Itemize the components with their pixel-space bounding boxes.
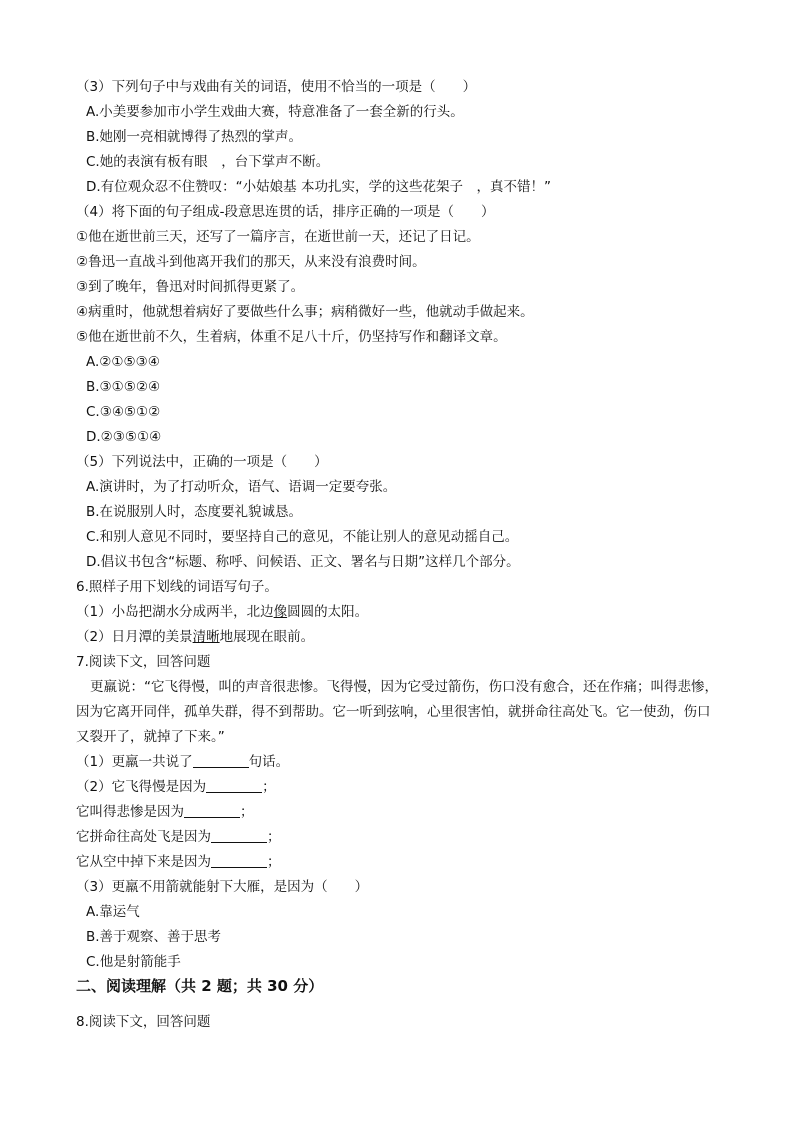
- q4-sentence-5: ⑤他在逝世前不久，生着病，体重不足八十斤，仍坚持写作和翻译文章。: [76, 329, 507, 345]
- q6-item-1: （1）小岛把湖水分成两半，北边像圆圆的太阳。: [76, 604, 369, 620]
- q5-option-a: A.演讲时，为了打动听众，语气、语调一定要夸张。: [86, 479, 397, 495]
- q6-stem: 6.照样子用下划线的词语写句子。: [76, 579, 278, 595]
- q3-option-c: C.她的表演有板有眼 ，台下掌声不断。: [86, 154, 330, 170]
- q3-option-d: D.有位观众忍不住赞叹：“小姑娘基 本功扎实，学的这些花架子 ，真不错！”: [86, 179, 551, 195]
- q7-option-b: B.善于观察、善于思考: [86, 929, 222, 945]
- q5-option-c: C.和别人意见不同时，要坚持自己的意见，不能让别人的意见动摇自己。: [86, 529, 519, 545]
- answer-blank[interactable]: [211, 853, 267, 868]
- answer-blank[interactable]: [193, 753, 249, 768]
- q5-option-d: D.倡议书包含“标题、称呼、问候语、正文、署名与日期”这样几个部分。: [86, 554, 520, 570]
- q7-item-1: （1）更羸一共说了 句话。: [76, 754, 290, 770]
- underlined-word: 清晰: [192, 629, 220, 645]
- q7-item-2: （2）它飞得慢是因为 ；: [76, 779, 276, 795]
- q5-stem: （5）下列说法中，正确的一项是（ ）: [76, 454, 328, 470]
- q4-sentence-2: ②鲁迅一直战斗到他离开我们的那天，从来没有浪费时间。: [76, 254, 426, 270]
- q7-passage: 更羸说：“它飞得慢，叫的声音很悲惨。飞得慢，因为它受过箭伤，伤口没有愈合，还在作痛；叫得悲惨，因为它离开同伴，孤单失群，得不到帮助。它一听到弦响，心里很害怕，就拼命往高处飞。它一使劲，伤口又裂开了，就掉了下来。”: [76, 679, 718, 745]
- answer-blank[interactable]: [206, 778, 262, 793]
- q4-sentence-1: ①他在逝世前三天，还写了一篇序言，在逝世前一天，还记了日记。: [76, 229, 480, 245]
- q7-item-3: （3）更羸不用箭就能射下大雁，是因为（ ）: [76, 879, 369, 895]
- q4-option-b: B.③①⑤②④: [86, 379, 161, 395]
- q3-option-a: A.小美要参加市小学生戏曲大赛，特意准备了一套全新的行头。: [86, 104, 464, 120]
- q4-stem: （4）将下面的句子组成-段意思连贯的话，排序正确的一项是（ ）: [76, 204, 495, 220]
- answer-blank[interactable]: [211, 828, 267, 843]
- q7-stem: 7.阅读下文，回答问题: [76, 654, 211, 670]
- q7-item-2c: 它拼命往高处飞是因为 ；: [76, 829, 281, 845]
- q4-option-d: D.②③⑤①④: [86, 429, 162, 445]
- underlined-word: 像: [273, 604, 288, 620]
- q6-item-2: （2）日月潭的美景清晰地展现在眼前。: [76, 629, 315, 645]
- q7-item-2d: 它从空中掉下来是因为 ；: [76, 854, 281, 870]
- q5-option-b: B.在说服别人时，态度要礼貌诚恳。: [86, 504, 303, 520]
- q7-item-2b: 它叫得悲惨是因为 ；: [76, 804, 254, 820]
- q3-option-b: B.她刚一亮相就博得了热烈的掌声。: [86, 129, 303, 145]
- q7-option-a: A.靠运气: [86, 904, 140, 920]
- q7-option-c: C.他是射箭能手: [86, 954, 181, 970]
- q3-stem: （3）下列句子中与戏曲有关的词语，使用不恰当的一项是（ ）: [76, 79, 477, 95]
- section-heading: 二、阅读理解（共 2 题；共 30 分）: [76, 977, 324, 995]
- q8-stem: 8.阅读下文，回答问题: [76, 1014, 211, 1030]
- q4-sentence-3: ③到了晚年，鲁迅对时间抓得更紧了。: [76, 279, 305, 295]
- q4-sentence-4: ④病重时，他就想着病好了要做些什么事；病稍微好一些，他就动手做起来。: [76, 304, 534, 320]
- q4-option-c: C.③④⑤①②: [86, 404, 161, 420]
- answer-blank[interactable]: [184, 803, 240, 818]
- q4-option-a: A.②①⑤③④: [86, 354, 160, 370]
